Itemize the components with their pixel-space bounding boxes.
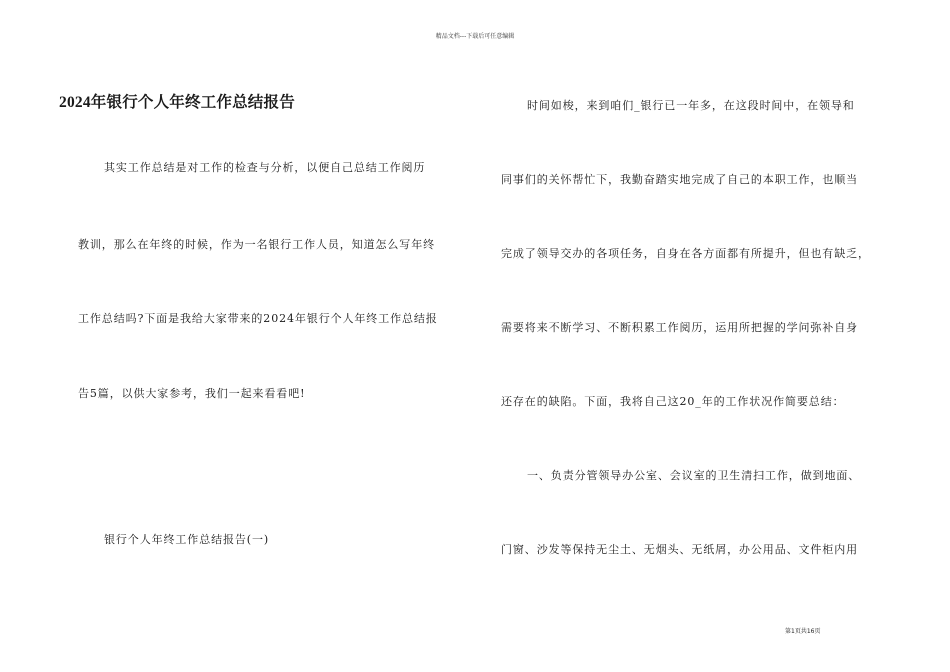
right-paragraph-line-6: 一、负责分管领导办公室、会议室的卫生清扫工作，做到地面、 — [527, 469, 861, 482]
left-paragraph-line-4: 告5篇，以供大家参考，我们一起来看看吧! — [78, 387, 306, 400]
left-paragraph-line-3: 工作总结吗?下面是我给大家带来的2024年银行个人年终工作总结报 — [78, 312, 438, 325]
section-heading: 银行个人年终工作总结报告(一) — [104, 533, 270, 546]
right-paragraph-line-5: 还存在的缺陷。下面，我将自己这20_年的工作状况作简要总结： — [501, 395, 845, 408]
right-paragraph-line-3: 完成了领导交办的各项任务，自身在各方面都有所提升，但也有缺乏， — [501, 247, 870, 260]
right-paragraph-line-7: 门窗、沙发等保持无尘土、无烟头、无纸屑，办公用品、文件柜内用 — [501, 543, 858, 556]
page-number: 第1页共16页 — [785, 628, 821, 635]
left-paragraph-line-2: 教训，那么在年终的时候，作为一名银行工作人员，知道怎么写年终 — [78, 238, 435, 251]
right-paragraph-line-1: 时间如梭，来到咱们_银行已一年多，在这段时间中，在领导和 — [527, 99, 855, 112]
right-paragraph-line-4: 需要将来不断学习、不断积累工作阅历，运用所把握的学问弥补自身 — [501, 321, 858, 334]
page-header: 精品文档---下载后可任意编辑 — [435, 33, 515, 40]
right-paragraph-line-2: 同事们的关怀帮忙下，我勤奋踏实地完成了自己的本职工作，也顺当 — [501, 173, 858, 186]
left-paragraph-line-1: 其实工作总结是对工作的检查与分析，以便自己总结工作阅历 — [104, 161, 426, 174]
document-title: 2024年银行个人年终工作总结报告 — [59, 94, 295, 111]
